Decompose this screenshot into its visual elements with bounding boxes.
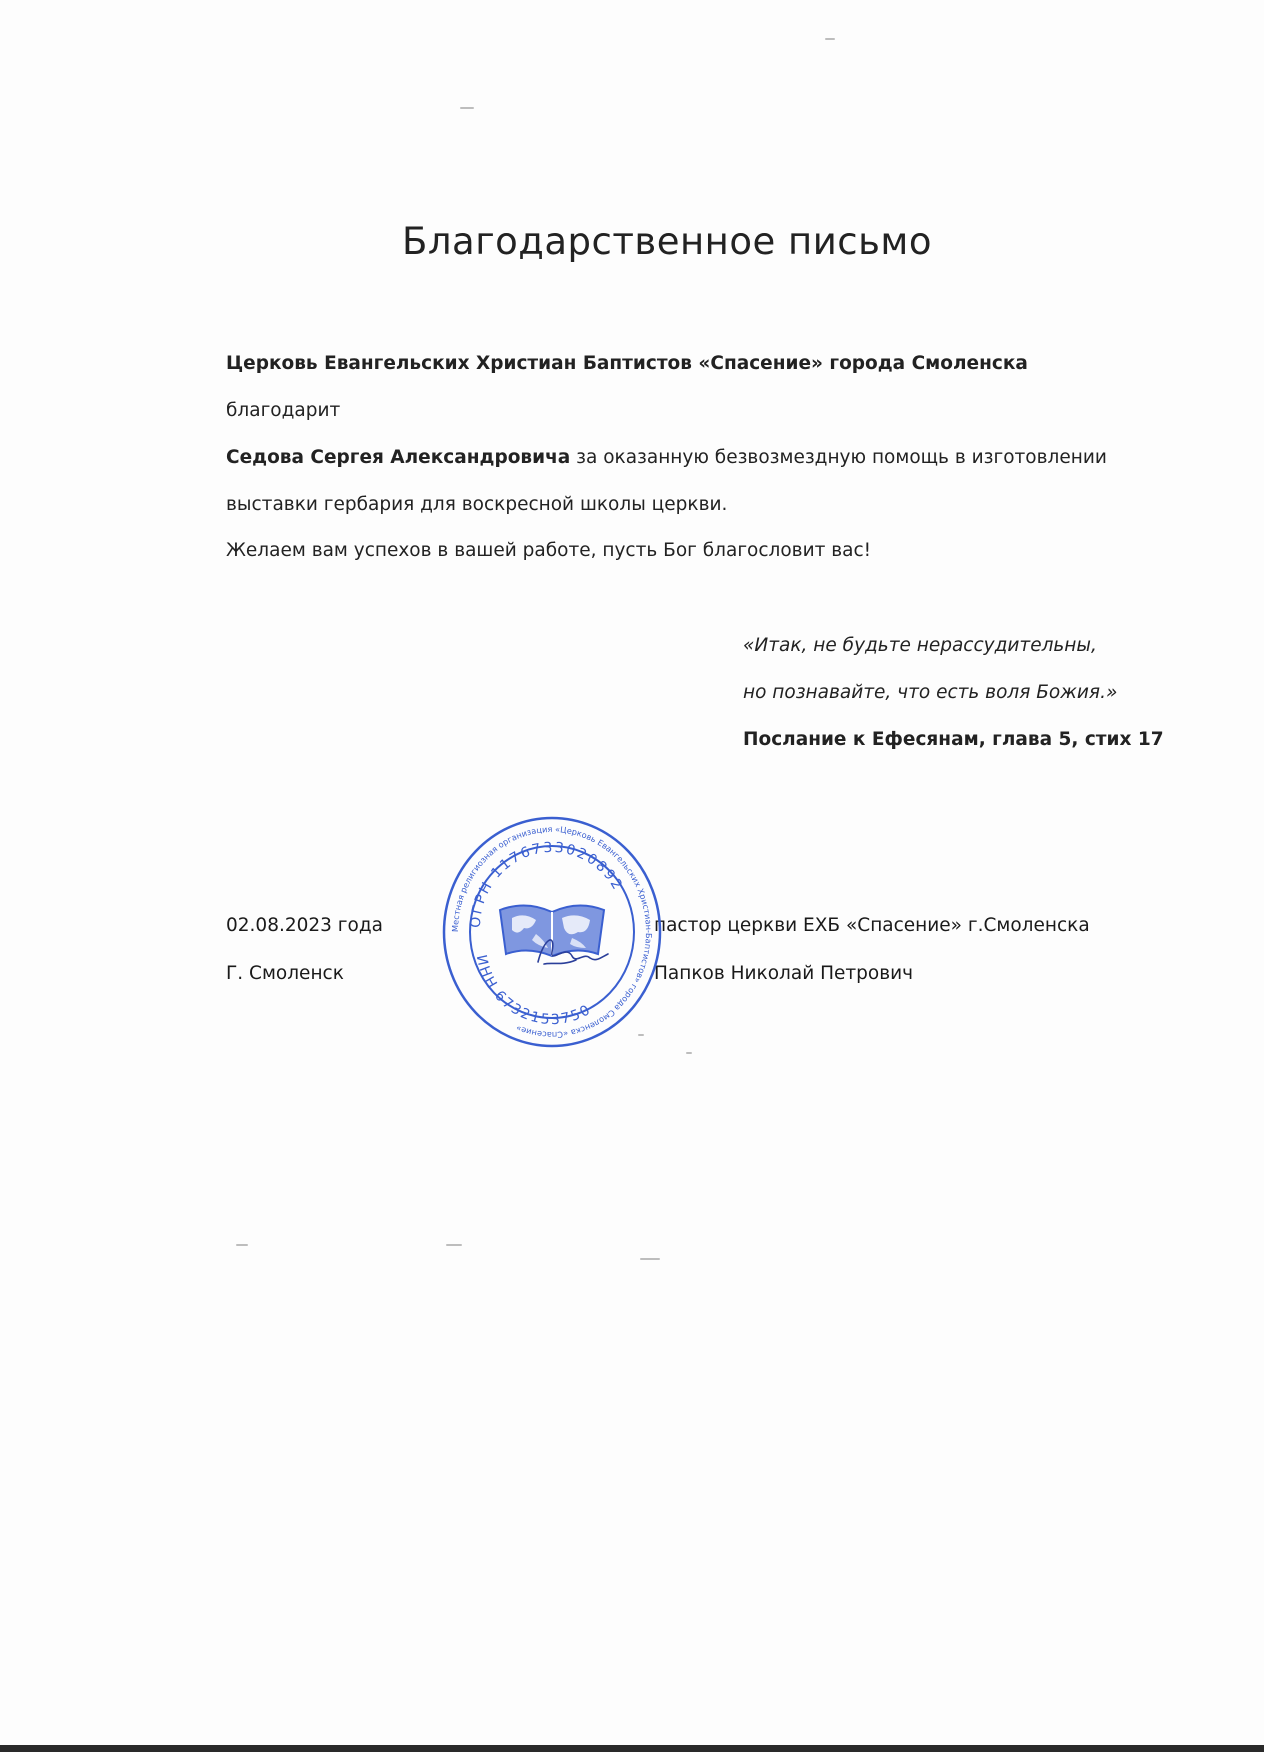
scan-speck bbox=[446, 1244, 462, 1246]
date-place-block bbox=[226, 902, 383, 998]
bible-quote bbox=[743, 622, 1164, 763]
scan-speck bbox=[825, 38, 835, 40]
seal-outer-text: Местная религиозная организация «Церковь Евангельских Христиан-Баптистов» города Смоленска «Спасение» bbox=[449, 823, 655, 1041]
letter-city: Г. Смоленск bbox=[226, 963, 344, 984]
scan-speck bbox=[460, 107, 474, 109]
scan-speck bbox=[640, 1258, 660, 1260]
letter-title: Благодарственное письмо bbox=[402, 220, 932, 263]
recipient-name: Седова Сергея Александровича bbox=[226, 447, 571, 468]
scan-bottom-edge bbox=[0, 1745, 1264, 1752]
paragraph-line-1 bbox=[226, 340, 1126, 434]
paragraph-line-3: выставки гербария для воскресной школы церкви. bbox=[226, 494, 728, 515]
paragraph-text-1: благодарит bbox=[226, 400, 341, 421]
letter-date: 02.08.2023 года bbox=[226, 915, 383, 936]
paragraph-line-2 bbox=[226, 434, 1126, 481]
quote-line-1: «Итак, не будьте нерассудительны, bbox=[743, 635, 1097, 656]
paragraph-text-2: за оказанную безвозмездную помощь в изготовлении bbox=[570, 447, 1107, 468]
wish-paragraph: Желаем вам успехов в вашей работе, пусть Бог благословит вас! bbox=[226, 540, 872, 561]
quote-source: Послание к Ефесянам, глава 5, стих 17 bbox=[743, 729, 1164, 750]
organization-name: Церковь Евангельских Христиан Баптистов «Спасение» города Смоленска bbox=[226, 353, 1028, 374]
scan-speck bbox=[638, 1034, 644, 1036]
church-seal-stamp bbox=[440, 812, 664, 1052]
gratitude-paragraph bbox=[226, 340, 1126, 528]
quote-line-2: но познавайте, что есть воля Божия.» bbox=[743, 682, 1118, 703]
signer-position: пастор церкви ЕХБ «Спасение» г.Смоленска bbox=[654, 915, 1090, 936]
signer-block bbox=[654, 902, 1090, 998]
signer-name: Папков Николай Петрович bbox=[654, 963, 914, 984]
seal-inn-text: ИНН 6732153750 bbox=[472, 953, 595, 1029]
seal-ogrn-text: ОГРН 1176733020892 bbox=[467, 839, 626, 929]
scan-speck bbox=[686, 1052, 692, 1054]
scan-speck bbox=[236, 1244, 248, 1246]
